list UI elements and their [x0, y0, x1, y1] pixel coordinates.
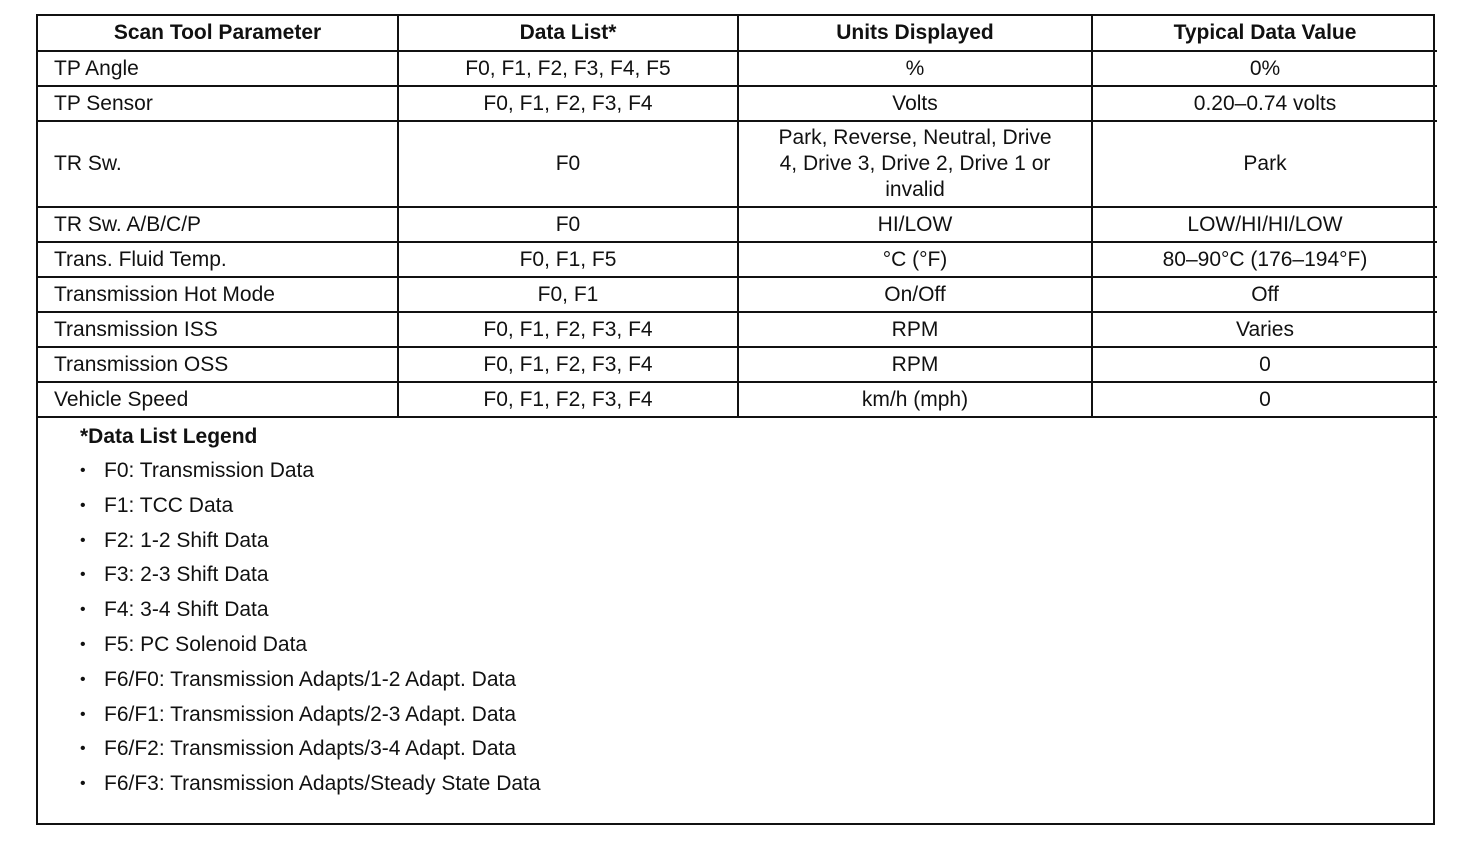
typical-value-cell: LOW/HI/HI/LOW — [1092, 207, 1437, 242]
units-cell: Park, Reverse, Neutral, Drive 4, Drive 3, Drive 2, Drive 1 or invalid — [738, 121, 1092, 207]
typical-value-cell: Park — [1092, 121, 1437, 207]
legend-item-text: F6/F3: Transmission Adapts/Steady State Data — [104, 772, 541, 796]
data-list-cell: F0, F1, F5 — [398, 242, 738, 277]
typical-value-cell: 0% — [1092, 51, 1437, 86]
bullet-icon: • — [80, 670, 86, 688]
parameter-cell: Transmission OSS — [38, 347, 398, 382]
parameter-cell: TR Sw. A/B/C/P — [38, 207, 398, 242]
parameter-cell: Trans. Fluid Temp. — [38, 242, 398, 277]
data-list-cell: F0, F1, F2, F3, F4 — [398, 347, 738, 382]
legend-item-text: F0: Transmission Data — [104, 459, 315, 482]
data-list-cell: F0, F1 — [398, 277, 738, 312]
data-list-cell: F0 — [398, 207, 738, 242]
legend-title: *Data List Legend — [80, 425, 258, 448]
scan-tool-parameter-table — [38, 16, 1437, 418]
bullet-icon: • — [80, 740, 86, 758]
table-row — [38, 207, 1437, 242]
data-list-cell: F0, F1, F2, F3, F4 — [398, 86, 738, 121]
legend-item-text: F6/F0: Transmission Adapts/1-2 Adapt. Data — [104, 667, 517, 691]
parameter-cell: Vehicle Speed — [38, 382, 398, 417]
table-row — [38, 277, 1437, 312]
units-cell: RPM — [738, 347, 1092, 382]
legend-item-text: F6/F2: Transmission Adapts/3-4 Adapt. Data — [104, 737, 517, 761]
legend-list — [80, 454, 1433, 802]
parameter-cell: TP Sensor — [38, 86, 398, 121]
legend-item — [80, 732, 1433, 767]
units-cell: °C (°F) — [738, 242, 1092, 277]
typical-value-cell: 80–90°C (176–194°F) — [1092, 242, 1437, 277]
legend-item — [80, 524, 1433, 559]
data-list-cell: F0, F1, F2, F3, F4, F5 — [398, 51, 738, 86]
data-list-cell: F0, F1, F2, F3, F4 — [398, 312, 738, 347]
legend-item-text: F2: 1-2 Shift Data — [104, 528, 269, 552]
bullet-icon: • — [80, 531, 86, 549]
units-cell: % — [738, 51, 1092, 86]
table-row — [38, 312, 1437, 347]
table-header-row — [38, 16, 1437, 51]
units-cell: RPM — [738, 312, 1092, 347]
units-cell: HI/LOW — [738, 207, 1092, 242]
column-header-parameter: Scan Tool Parameter — [38, 16, 398, 51]
parameter-cell: TP Angle — [38, 51, 398, 86]
column-header-units: Units Displayed — [738, 16, 1092, 51]
typical-value-cell: 0.20–0.74 volts — [1092, 86, 1437, 121]
bullet-icon: • — [80, 705, 86, 723]
typical-value-cell: Varies — [1092, 312, 1437, 347]
legend-item — [80, 698, 1433, 733]
table-row — [38, 347, 1437, 382]
legend-item — [80, 628, 1433, 663]
table-row — [38, 86, 1437, 121]
legend-item-text: F6/F1: Transmission Adapts/2-3 Adapt. Data — [104, 702, 517, 726]
legend-item — [80, 663, 1433, 698]
units-cell: On/Off — [738, 277, 1092, 312]
bullet-icon: • — [80, 566, 86, 584]
legend-item — [80, 767, 1433, 802]
legend-item — [80, 489, 1433, 524]
bullet-icon: • — [80, 635, 86, 653]
legend-item-text: F5: PC Solenoid Data — [104, 632, 308, 656]
typical-value-cell: Off — [1092, 277, 1437, 312]
bullet-icon: • — [80, 462, 86, 479]
data-list-cell: F0 — [398, 121, 738, 207]
column-header-data-list: Data List* — [398, 16, 738, 51]
table-row — [38, 382, 1437, 417]
table-row — [38, 242, 1437, 277]
table-row — [38, 51, 1437, 86]
units-cell: Volts — [738, 86, 1092, 121]
legend-item — [80, 454, 1433, 489]
parameter-cell: Transmission ISS — [38, 312, 398, 347]
parameter-cell: Transmission Hot Mode — [38, 277, 398, 312]
data-list-legend — [38, 418, 1433, 802]
typical-value-cell: 0 — [1092, 347, 1437, 382]
legend-item — [80, 593, 1433, 628]
column-header-typical-value: Typical Data Value — [1092, 16, 1437, 51]
table-row — [38, 121, 1437, 207]
data-list-cell: F0, F1, F2, F3, F4 — [398, 382, 738, 417]
scan-tool-data-sheet — [36, 14, 1435, 825]
typical-value-cell: 0 — [1092, 382, 1437, 417]
bullet-icon: • — [80, 601, 86, 619]
bullet-icon: • — [80, 496, 86, 514]
legend-item — [80, 558, 1433, 593]
bullet-icon: • — [80, 775, 86, 793]
legend-item-text: F4: 3-4 Shift Data — [104, 598, 269, 622]
legend-item-text: F3: 2-3 Shift Data — [104, 563, 269, 587]
legend-item-text: F1: TCC Data — [104, 493, 234, 517]
units-cell: km/h (mph) — [738, 382, 1092, 417]
parameter-cell: TR Sw. — [38, 121, 398, 207]
